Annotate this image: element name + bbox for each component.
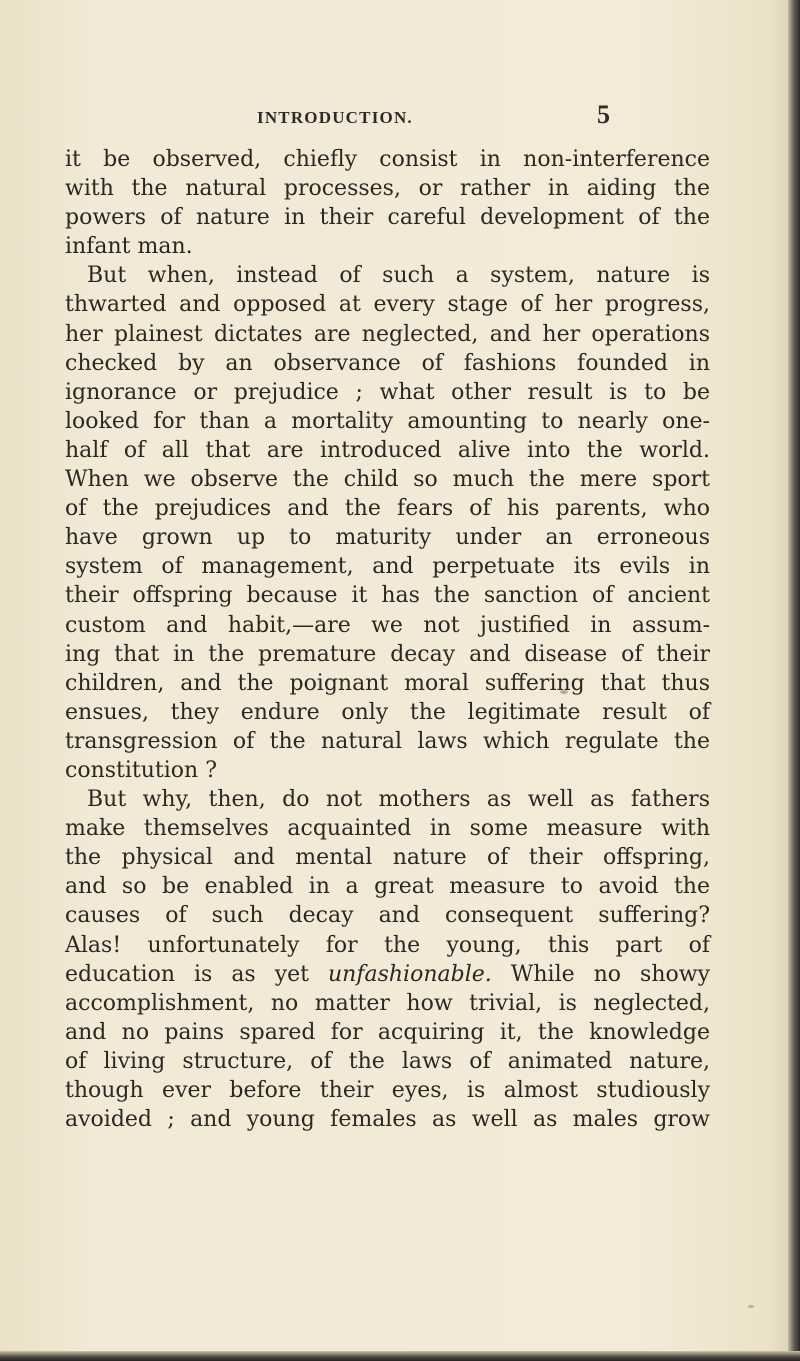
text-line: ing that in the premature decay and disease of their (65, 641, 710, 667)
running-head: INTRODUCTION. (257, 108, 413, 127)
page-edge-shadow (788, 0, 800, 1361)
text-line: it be observed, chiefly consist in non-interference (65, 147, 710, 172)
text-run: education is as yet (65, 961, 328, 987)
italic-word: unfashionable. (328, 961, 492, 987)
body-text (65, 145, 710, 1134)
text-line: avoided ; and young females as well as males grow (65, 1107, 710, 1133)
text-line: constitution ? (65, 757, 217, 783)
text-run: While no showy (491, 961, 710, 987)
text-line: of living structure, of the laws of animated nature, (65, 1048, 710, 1074)
text-line: Alas! unfortunately for the young, this part of (65, 932, 710, 958)
text-line: though ever before their eyes, is almost studiously (65, 1078, 710, 1103)
text-line: system of management, and perpetuate its evils in (65, 554, 710, 580)
text-line: powers of nature in their careful development of the (65, 205, 710, 231)
text-line: ignorance or prejudice ; what other result is to be (65, 379, 710, 405)
text-line: with the natural processes, or rather in aiding the (65, 176, 710, 202)
text-line: of the prejudices and the fears of his parents, who (65, 496, 710, 522)
text-line: transgression of the natural laws which regulate the (65, 728, 710, 754)
text-line: thwarted and opposed at every stage of her progress, (65, 292, 710, 318)
page-number: 5 (597, 100, 610, 129)
text-line: half of all that are introduced alive into the world. (65, 437, 710, 463)
text-line: looked for than a mortality amounting to nearly one- (65, 408, 710, 434)
page-bottom-edge (0, 1351, 800, 1361)
text-line: checked by an observance of fashions founded in (65, 350, 710, 376)
text-line: causes of such decay and consequent suffering? (65, 903, 710, 929)
ink-speck (748, 1305, 754, 1308)
text-line: have grown up to maturity under an erroneous (65, 525, 710, 551)
text-line: accomplishment, no matter how trivial, is neglected, (65, 990, 710, 1016)
text-line: But when, instead of such a system, nature is (87, 263, 710, 289)
text-line-mixed (65, 960, 710, 989)
text-line: infant man. (65, 234, 193, 260)
text-line: ensues, they endure only the legitimate result of (65, 699, 710, 725)
text-line: their offspring because it has the sanction of ancient (65, 583, 710, 609)
text-line: children, and the poignant moral suffering that thus (65, 670, 710, 696)
text-line: the physical and mental nature of their offspring, (65, 845, 710, 871)
text-line: and no pains spared for acquiring it, the knowledge (65, 1019, 710, 1045)
text-line: custom and habit,—are we not justified in assum- (65, 612, 710, 638)
text-line: But why, then, do not mothers as well as fathers (87, 787, 710, 813)
text-line: and so be enabled in a great measure to avoid the (65, 874, 710, 900)
text-line: When we observe the child so much the mere sport (65, 467, 710, 493)
text-line: make themselves acquainted in some measure with (65, 816, 710, 842)
text-line: her plainest dictates are neglected, and her operations (65, 321, 710, 347)
